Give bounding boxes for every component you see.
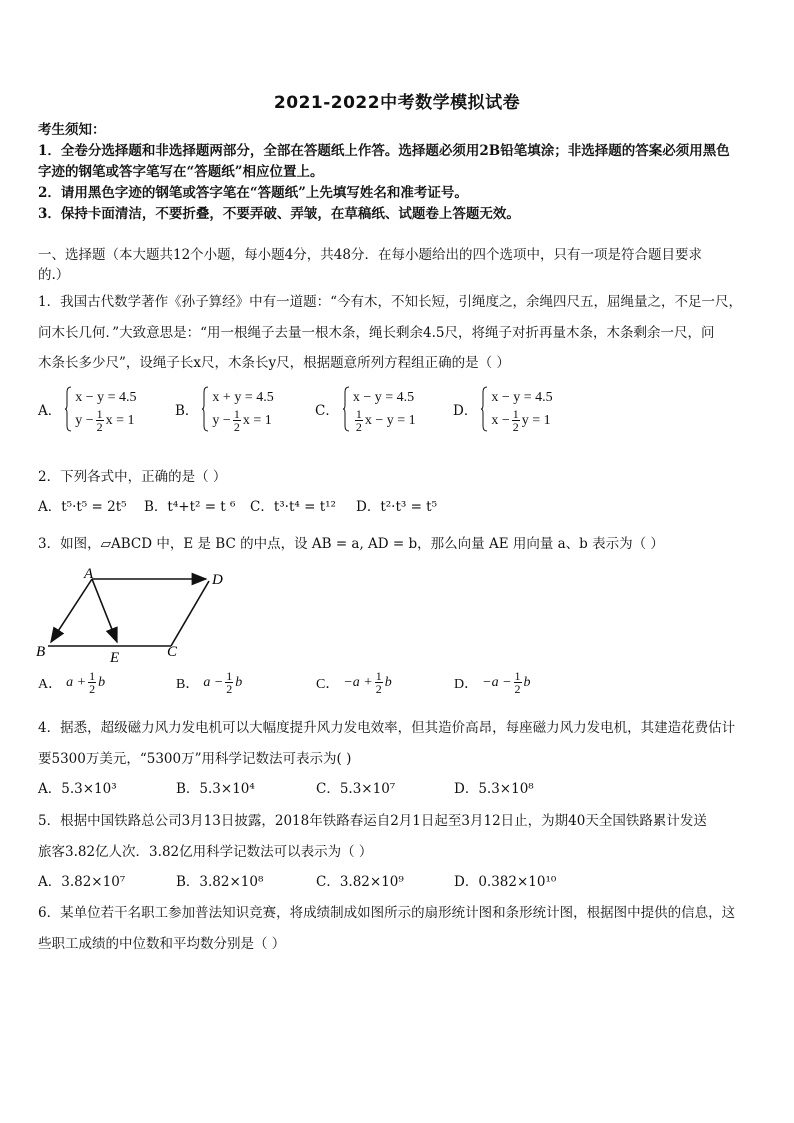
brace-icon — [481, 386, 487, 432]
denominator: 2 — [512, 420, 519, 434]
q2-options — [38, 497, 758, 517]
option-label: A． — [38, 676, 63, 692]
q3-options — [38, 670, 758, 695]
q1-stem: 问木长几何．”大致意思是：“用一根绳子去量一根木条，绳长剩余4.5尺，将绳子对折再量木条，木条剩余一尺，问 — [38, 325, 715, 341]
vector-ab — [51, 579, 92, 642]
q4-options — [38, 779, 758, 799]
q2-option-a[interactable]: A．t⁵·t⁵ = 2t⁵ — [38, 499, 127, 515]
q2-option-b[interactable]: B．t⁴+t² = t ⁶ — [144, 499, 236, 515]
q4-option-c[interactable]: C．5.3×10⁷ — [316, 781, 396, 797]
fraction — [88, 670, 96, 695]
q5-option-a[interactable]: A．3.82×10⁷ — [38, 874, 126, 890]
vertex-label-a: A — [84, 566, 94, 582]
denominator: 2 — [355, 420, 362, 434]
denominator: 2 — [226, 682, 233, 696]
q1-options — [38, 386, 758, 432]
numerator: 1 — [96, 407, 103, 421]
option-label: D． — [454, 676, 479, 692]
expression-part: b — [98, 674, 106, 690]
q3-option-a[interactable] — [38, 670, 176, 695]
q5-option-b[interactable]: B．3.82×10⁸ — [176, 874, 264, 890]
option-label: D． — [453, 403, 478, 419]
q3-stem: 3．如图，▱ABCD 中，E 是 BC 的中点，设 AB = a, AD = b，那么向量 AE 用向量 a、b 表示为（ ） — [38, 536, 664, 552]
equation-part: y = 1 — [521, 412, 551, 428]
denominator: 2 — [233, 420, 240, 434]
denominator: 2 — [375, 682, 382, 696]
option-label: A． — [38, 403, 62, 419]
numerator: 1 — [375, 669, 382, 683]
expression-part: −a − — [482, 674, 512, 690]
parallelogram-figure — [34, 566, 234, 666]
numerator: 1 — [226, 669, 233, 683]
q3-option-b[interactable] — [176, 670, 316, 695]
vertex-label-e: E — [110, 650, 120, 666]
q4-option-a[interactable]: A．5.3×10³ — [38, 781, 117, 797]
numerator: 1 — [355, 407, 362, 421]
section-heading: 一、选择题（本大题共12个小题，每小题4分，共48分．在每小题给出的四个选项中，只有一项是符合题目要求 — [38, 247, 702, 263]
option-label: B． — [176, 676, 200, 692]
q6-stem: 6．某单位若干名职工参加普法知识竞赛，将成绩制成如图所示的扇形统计图和条形统计图，根据图中提供的信息，这 — [38, 905, 736, 921]
expression-part: b — [235, 674, 243, 690]
expression-part: b — [384, 674, 392, 690]
q4-stem: 要5300万美元，“5300万”用科学记数法可表示为( ) — [38, 751, 352, 767]
notice-item: 3．保持卡面清洁，不要折叠，不要弄破、弄皱，在草稿纸、试题卷上答题无效。 — [38, 206, 520, 222]
fraction — [96, 408, 104, 433]
numerator: 1 — [233, 407, 240, 421]
vector-ae — [92, 579, 117, 642]
q4-option-b[interactable]: B．5.3×10⁴ — [176, 781, 255, 797]
q5-option-c[interactable]: C．3.82×10⁹ — [316, 874, 404, 890]
q6-stem: 些职工成绩的中位数和平均数分别是（ ） — [38, 936, 286, 952]
q1-option-d[interactable] — [453, 386, 553, 432]
q2-stem: 2．下列各式中，正确的是（ ） — [38, 469, 227, 485]
equation: x + y = 4.5 — [212, 389, 274, 405]
equation-part: x − — [491, 412, 510, 428]
denominator: 2 — [514, 682, 521, 696]
fraction — [355, 408, 363, 433]
q1-option-c[interactable] — [315, 386, 453, 432]
expression-part: a + — [66, 674, 87, 690]
equation-system — [343, 386, 416, 432]
option-label: B． — [175, 403, 199, 419]
section-heading-cont: 的.） — [38, 267, 70, 283]
denominator: 2 — [96, 420, 103, 434]
notice-heading: 考生须知： — [38, 122, 106, 138]
equation: x − y = 4.5 — [75, 389, 137, 405]
brace-icon — [343, 386, 349, 432]
vertex-label-c: C — [167, 644, 178, 660]
vertex-label-d: D — [212, 572, 223, 588]
option-label: C． — [315, 403, 339, 419]
equation-system — [65, 386, 136, 432]
equation: x − y = 4.5 — [352, 389, 415, 405]
equation-system — [202, 386, 273, 432]
fraction — [512, 408, 520, 433]
vertex-label-b: B — [36, 644, 46, 660]
notice-item: 字迹的钢笔或答字笔写在“答题纸”相应位置上。 — [38, 164, 324, 180]
q4-stem: 4．据悉，超级磁力风力发电机可以大幅度提升风力发电效率，但其造价高昂，每座磁力风力发电机，其建造花费估计 — [38, 720, 736, 736]
numerator: 1 — [89, 669, 96, 683]
fraction — [225, 670, 233, 695]
q3-option-d[interactable] — [454, 670, 531, 695]
notice-item: 1．全卷分选择题和非选择题两部分，全部在答题纸上作答。选择题必须用2B铅笔填涂；非选择题的答案必须用黑色 — [38, 143, 730, 159]
q2-option-c[interactable]: C．t³·t⁴ = t¹² — [250, 499, 336, 515]
notice-item: 2．请用黑色字迹的钢笔或答字笔在“答题纸”上先填写姓名和准考证号。 — [38, 185, 468, 201]
q5-option-d[interactable]: D．0.382×10¹⁰ — [454, 874, 557, 890]
q1-stem: 1．我国古代数学著作《孙子算经》中有一道题：“今有木，不知长短，引绳度之，余绳四尺五，屈绳量之，不足一尺， — [38, 294, 742, 310]
q1-option-a[interactable] — [38, 386, 175, 432]
segment-cd — [171, 581, 209, 646]
q2-option-d[interactable]: D．t²·t³ = t⁵ — [356, 499, 438, 515]
q1-stem: 木条长多少尺”，设绳子长x尺，木条长y尺，根据题意所列方程组正确的是（ ） — [38, 355, 510, 371]
q5-stem: 旅客3.82亿人次．3.82亿用科学记数法可以表示为（ ） — [38, 844, 373, 860]
equation-part: x − y = 1 — [364, 412, 416, 428]
q1-option-b[interactable] — [175, 386, 315, 432]
fraction — [514, 670, 522, 695]
q3-option-c[interactable] — [316, 670, 454, 695]
equation-part: y − — [212, 412, 231, 428]
brace-icon — [202, 386, 208, 432]
equation: x − y = 4.5 — [491, 389, 553, 405]
expression-part: −a + — [343, 674, 373, 690]
fraction — [375, 670, 383, 695]
denominator: 2 — [89, 682, 96, 696]
equation-part: x = 1 — [105, 412, 135, 428]
expression-part: b — [523, 674, 531, 690]
numerator: 1 — [512, 407, 519, 421]
brace-icon — [65, 386, 71, 432]
equation-part: x = 1 — [242, 412, 272, 428]
option-label: C． — [316, 676, 340, 692]
equation-system — [481, 386, 552, 432]
expression-part: a − — [203, 674, 224, 690]
numerator: 1 — [514, 669, 521, 683]
equation-part: y − — [75, 412, 94, 428]
q4-option-d[interactable]: D．5.3×10⁸ — [454, 781, 534, 797]
page-title: 2021-2022中考数学模拟试卷 — [273, 93, 521, 113]
q5-options — [38, 872, 758, 892]
q5-stem: 5．根据中国铁路总公司3月13日披露，2018年铁路春运自2月1日起至3月12日止，为期40天全国铁路累计发送 — [38, 813, 707, 829]
fraction — [233, 408, 241, 433]
